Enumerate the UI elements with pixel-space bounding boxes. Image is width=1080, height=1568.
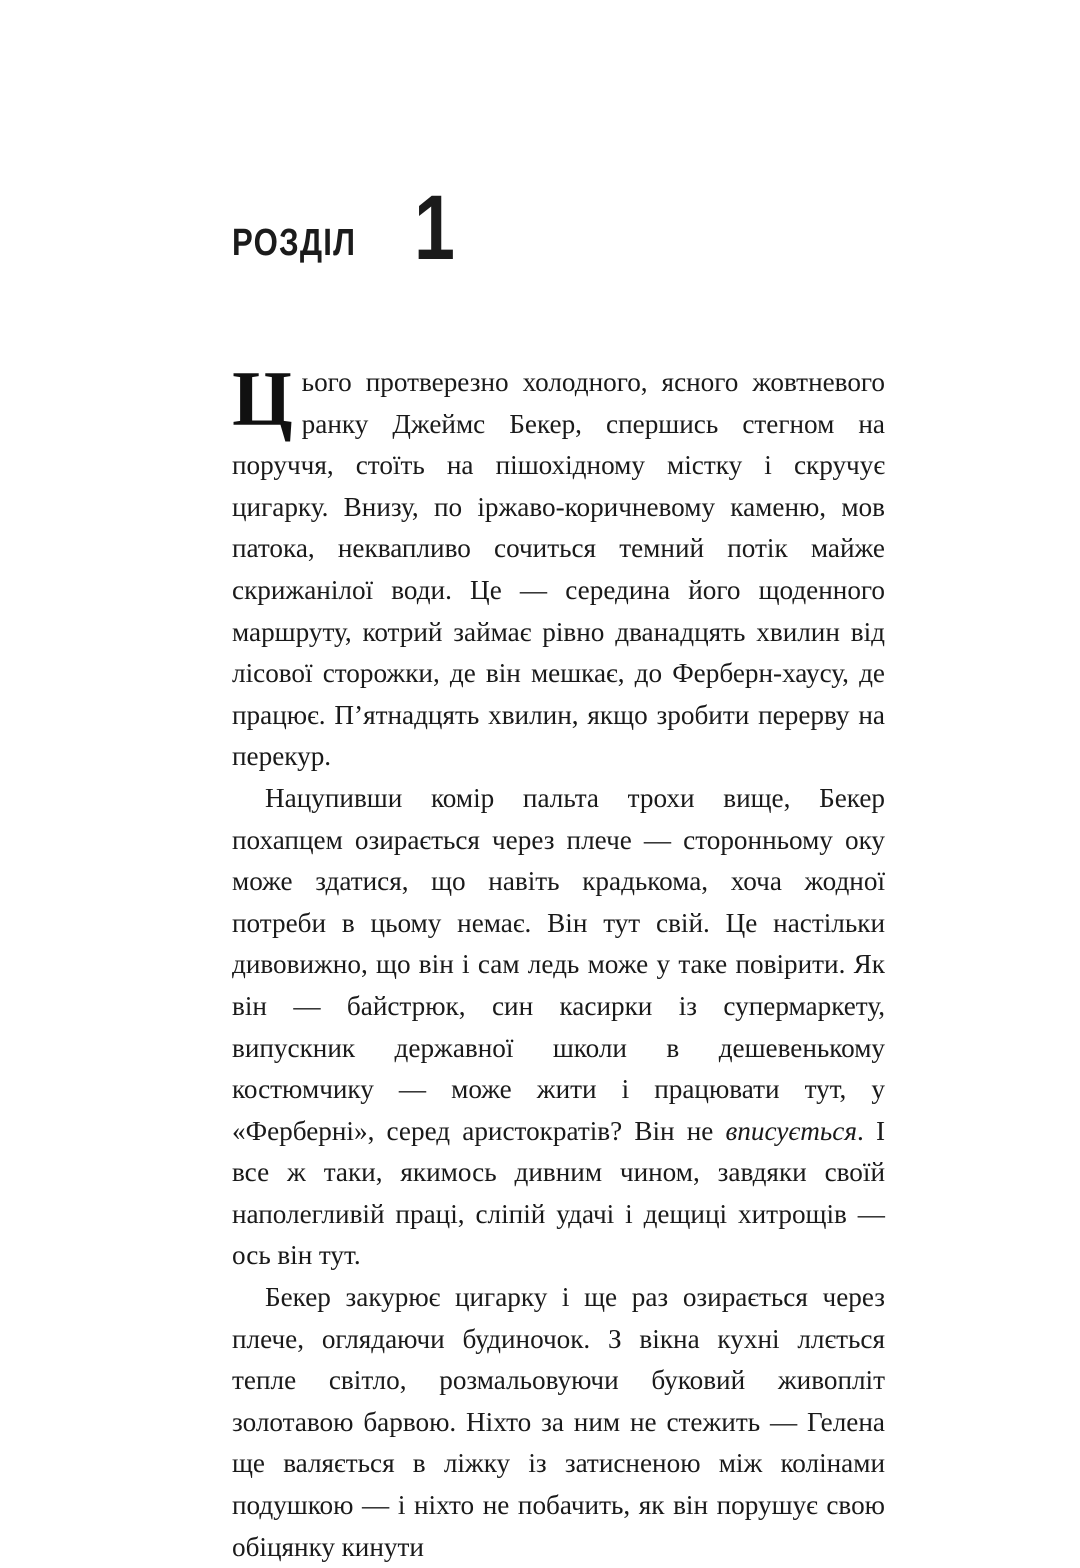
paragraph-2 (232, 778, 885, 1277)
body-text-block (232, 355, 886, 1568)
chapter-heading (232, 177, 465, 279)
paragraph-1: Цього протверезно холодного, ясного жовтневого ранку Джеймс Бекер, спершись стегном на поруччя, стоїть на пішохідному містку і скручує цигарку. Внизу, по іржаво-коричневому каменю, мов патока, неквапливо сочиться темний потік майже скрижанілої води. Це — середина його щоденного маршруту, котрий займає рівно дванадцять хвилин від лісової сторожки, де він мешкає, до Ферберн-хаусу, де працює. П’ятнадцять хвилин, якщо зробити перерву на перекур. (232, 355, 885, 772)
paragraph-3: Бекер закурює цигарку і ще раз озирається через плече, оглядаючи будиночок. З вікна кухні ллється тепле світло, розмальовуючи буковий живопліт золотавою барвою. Ніхто за ним не стежить — Гелена ще валяється в ліжку із затисненою між колінами подушкою — і ніхто не побачить, як він порушує свою обіцянку кинути (232, 1282, 885, 1562)
paragraph-2-text-before-italic: Нацупивши комір пальта трохи вище, Бекер похапцем озирається через плече — сторонньому оку може здатися, що навіть крадькома, хоча жодної потреби в цьому немає. Він тут свій. Це настільки дивовижно, що він і сам ледь може у таке повірити. Як він — байстрюк, син касирки із супермаркету, випускник державної школи в дешевенькому костюмчику — може жити і працювати тут, у «Ферберні», серед аристократів? Він не (232, 782, 885, 1146)
paragraph-2-text-after-italic: . І все ж таки, якимось дивним чином, завдяки своїй наполегливій праці, сліпій удачі і дещиці хитрощів — ось він тут. (232, 1115, 886, 1271)
chapter-number: 1 (413, 177, 455, 279)
chapter-label: РОЗДІЛ (232, 222, 357, 264)
emphasized-word: вписується (725, 1115, 857, 1146)
